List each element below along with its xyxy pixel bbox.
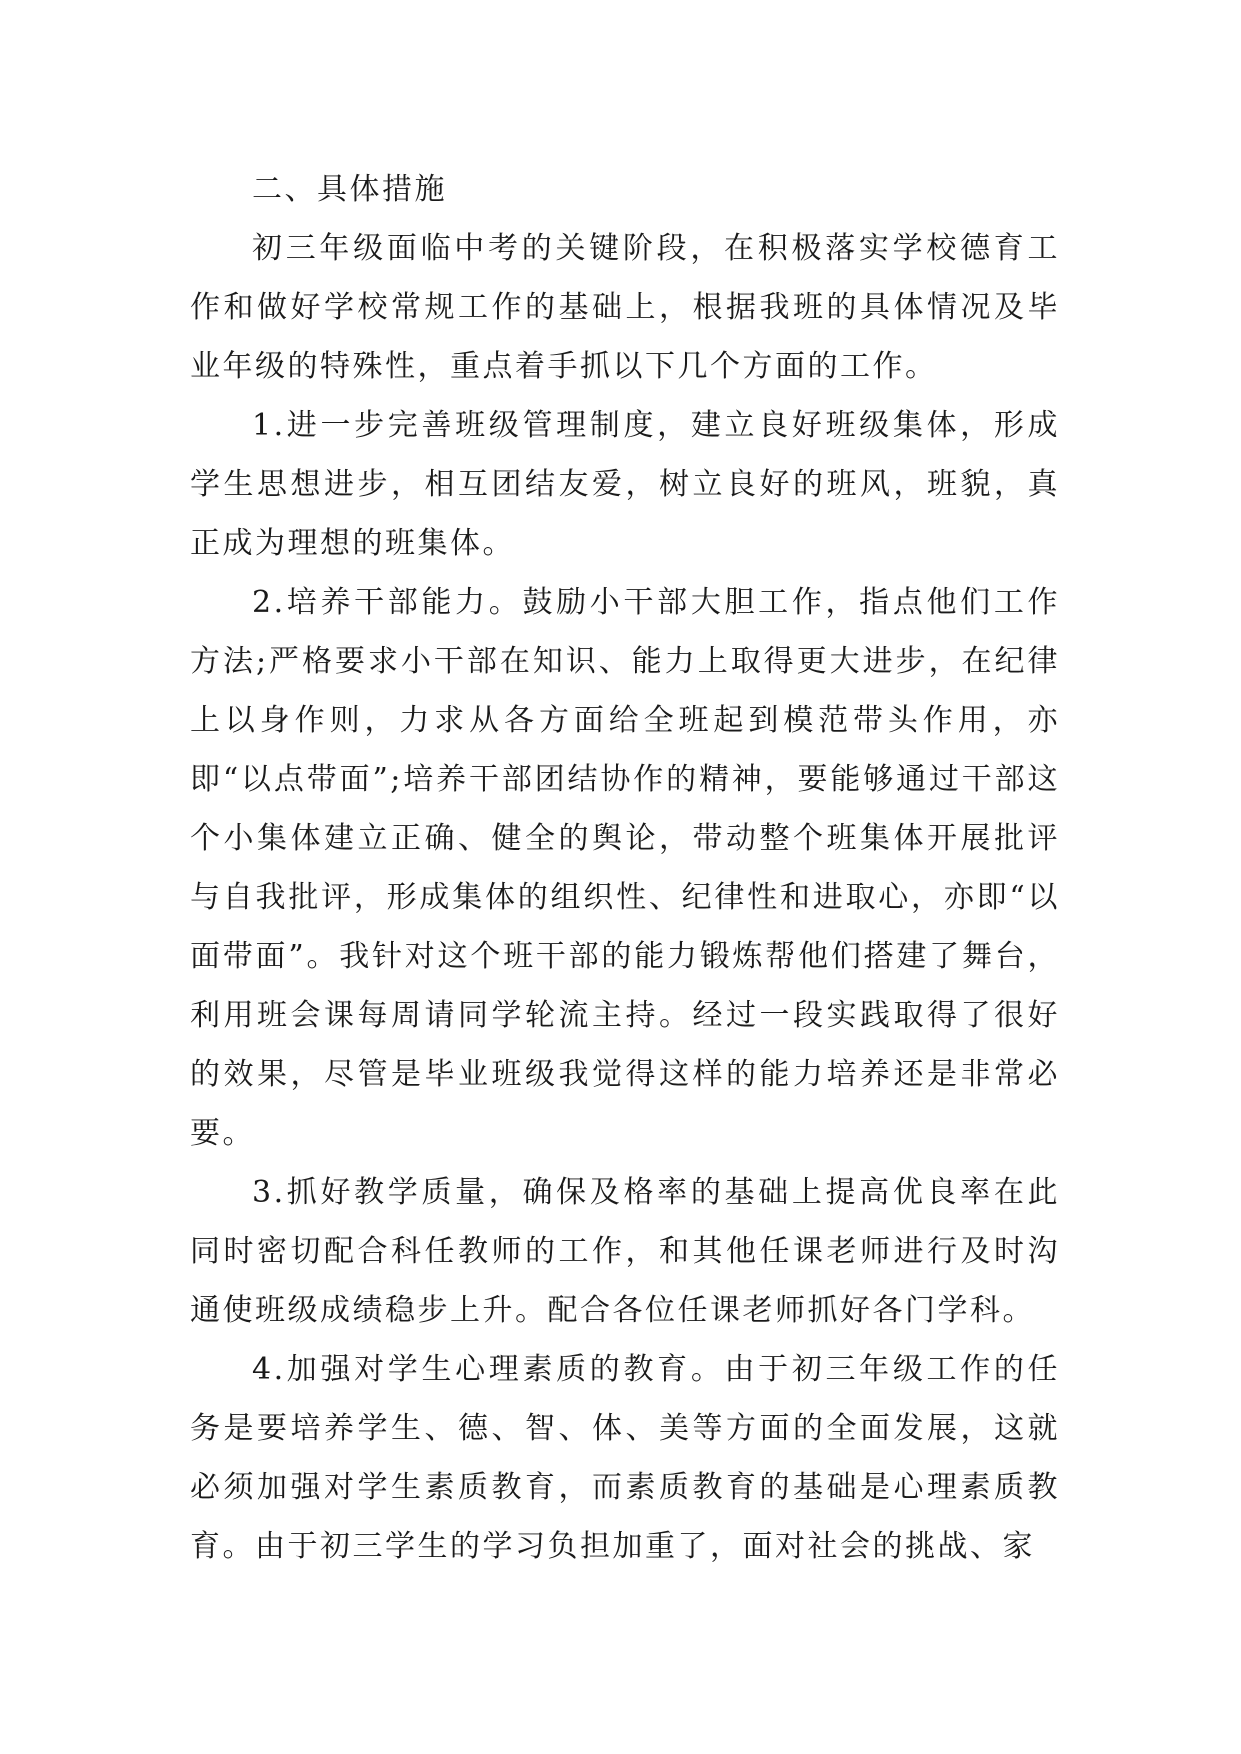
paragraph-item-1: 1.进一步完善班级管理制度，建立良好班级集体，形成学生思想进步，相互团结友爱，树立良好的班风，班貌，真正成为理想的班集体。 [190, 408, 1060, 561]
document-body [190, 160, 1060, 1576]
paragraph-item-4: 4.加强对学生心理素质的教育。由于初三年级工作的任务是要培养学生、德、智、体、美等方面的全面发展，这就必须加强对学生素质教育，而素质教育的基础是心理素质教育。由于初三学生的学习负担加重了，面对社会的挑战、家 [190, 1352, 1060, 1564]
section-heading: 二、具体措施 [252, 172, 447, 207]
paragraph-intro: 初三年级面临中考的关键阶段，在积极落实学校德育工作和做好学校常规工作的基础上，根据我班的具体情况及毕业年级的特殊性，重点着手抓以下几个方面的工作。 [190, 231, 1060, 384]
paragraph-item-3: 3.抓好教学质量，确保及格率的基础上提高优良率在此同时密切配合科任教师的工作，和其他任课老师进行及时沟通使班级成绩稳步上升。配合各位任课老师抓好各门学科。 [190, 1175, 1060, 1328]
paragraph-item-2: 2.培养干部能力。鼓励小干部大胆工作，指点他们工作方法;严格要求小干部在知识、能力上取得更大进步，在纪律上以身作则，力求从各方面给全班起到模范带头作用，亦即“以点带面”;培养干部团结协作的精神，要能够通过干部这个小集体建立正确、健全的舆论，带动整个班集体开展批评与自我批评，形成集体的组织性、纪律性和进取心，亦即“以面带面”。我针对这个班干部的能力锻炼帮他们搭建了舞台，利用班会课每周请同学轮流主持。经过一段实践取得了很好的效果，尽管是毕业班级我觉得这样的能力培养还是非常必要。 [190, 585, 1060, 1151]
